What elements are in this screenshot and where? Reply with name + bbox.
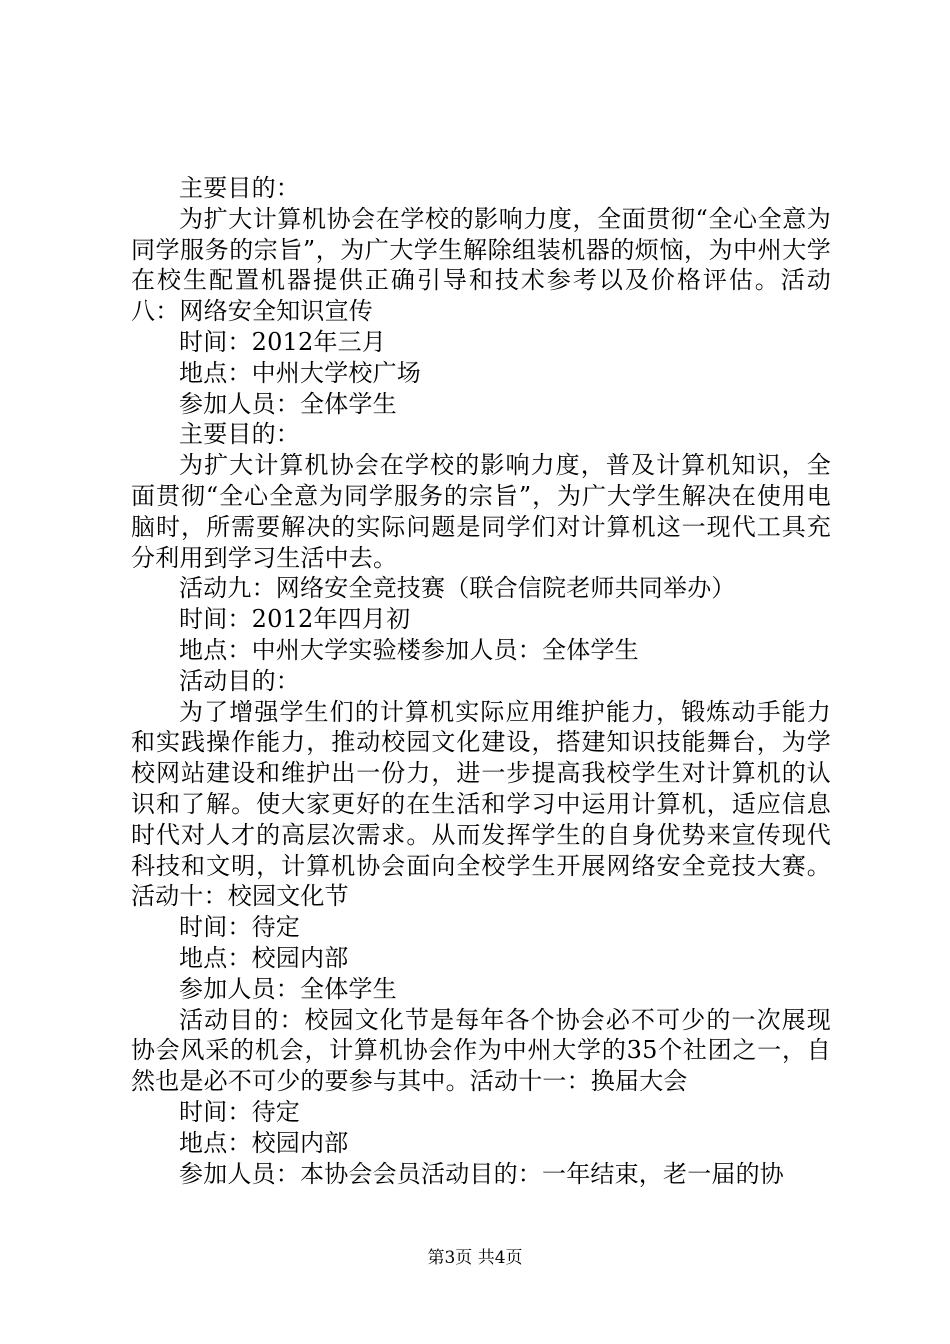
paragraph: 为扩大计算机协会在学校的影响力度，普及计算机知识，全面贯彻“全心全意为同学服务的宗旨”，为广大学生解决在使用电脑时，所需要解决的实际问题是同学们对计算机这一现代工具充分利用到学习生活中去。	[131, 451, 831, 572]
paragraph: 参加人员：本协会会员活动目的：一年结束，老一届的协	[179, 1159, 784, 1188]
paragraph: 为扩大计算机协会在学校的影响力度，全面贯彻“全心全意为同学服务的宗旨”，为广大学生解除组装机器的烦恼，为中州大学在校生配置机器提供正确引导和技术参考以及价格评估。活动八：网络安全知识宣传	[131, 204, 831, 326]
paragraph: 地点：校园内部	[179, 943, 349, 972]
paragraph: 地点：校园内部	[179, 1128, 349, 1157]
paragraph: 主要目的：	[179, 420, 300, 449]
paragraph: 活动目的：校园文化节是每年各个协会必不可少的一次展现协会风采的机会，计算机协会作为中州大学的35个社团之一，自然也是必不可少的要参与其中。活动十一：换届大会	[131, 1005, 831, 1096]
paragraph: 活动九：网络安全竞技赛（联合信院老师共同举办）	[179, 574, 736, 603]
paragraph: 时间：2012年三月	[179, 327, 387, 356]
paragraph: 为了增强学生们的计算机实际应用维护能力，锻炼动手能力和实践操作能力，推动校园文化建设，搭建知识技能舞台，为学校网站建设和维护出一份力，进一步提高我校学生对计算机的认识和了解。使大家更好的在生活和学习中运用计算机，适应信息时代对人才的高层次需求。从而发挥学生的自身优势来宣传现代科技和文明，计算机协会面向全校学生开展网络安全竞技大赛。活动十：校园文化节	[131, 697, 831, 911]
document-body	[131, 173, 831, 1189]
paragraph: 主要目的：	[179, 174, 300, 202]
paragraph: 活动目的：	[179, 666, 300, 695]
paragraph: 时间：2012年四月初	[179, 605, 411, 634]
paragraph: 参加人员：全体学生	[179, 389, 397, 418]
paragraph: 参加人员：全体学生	[179, 974, 397, 1003]
paragraph: 地点：中州大学实验楼参加人员：全体学生	[179, 635, 639, 664]
paragraph: 地点：中州大学校广场	[179, 358, 421, 387]
page-number-footer: 第3页 共4页	[427, 1248, 523, 1268]
paragraph: 时间：待定	[179, 1097, 300, 1126]
paragraph: 时间：待定	[179, 913, 300, 942]
